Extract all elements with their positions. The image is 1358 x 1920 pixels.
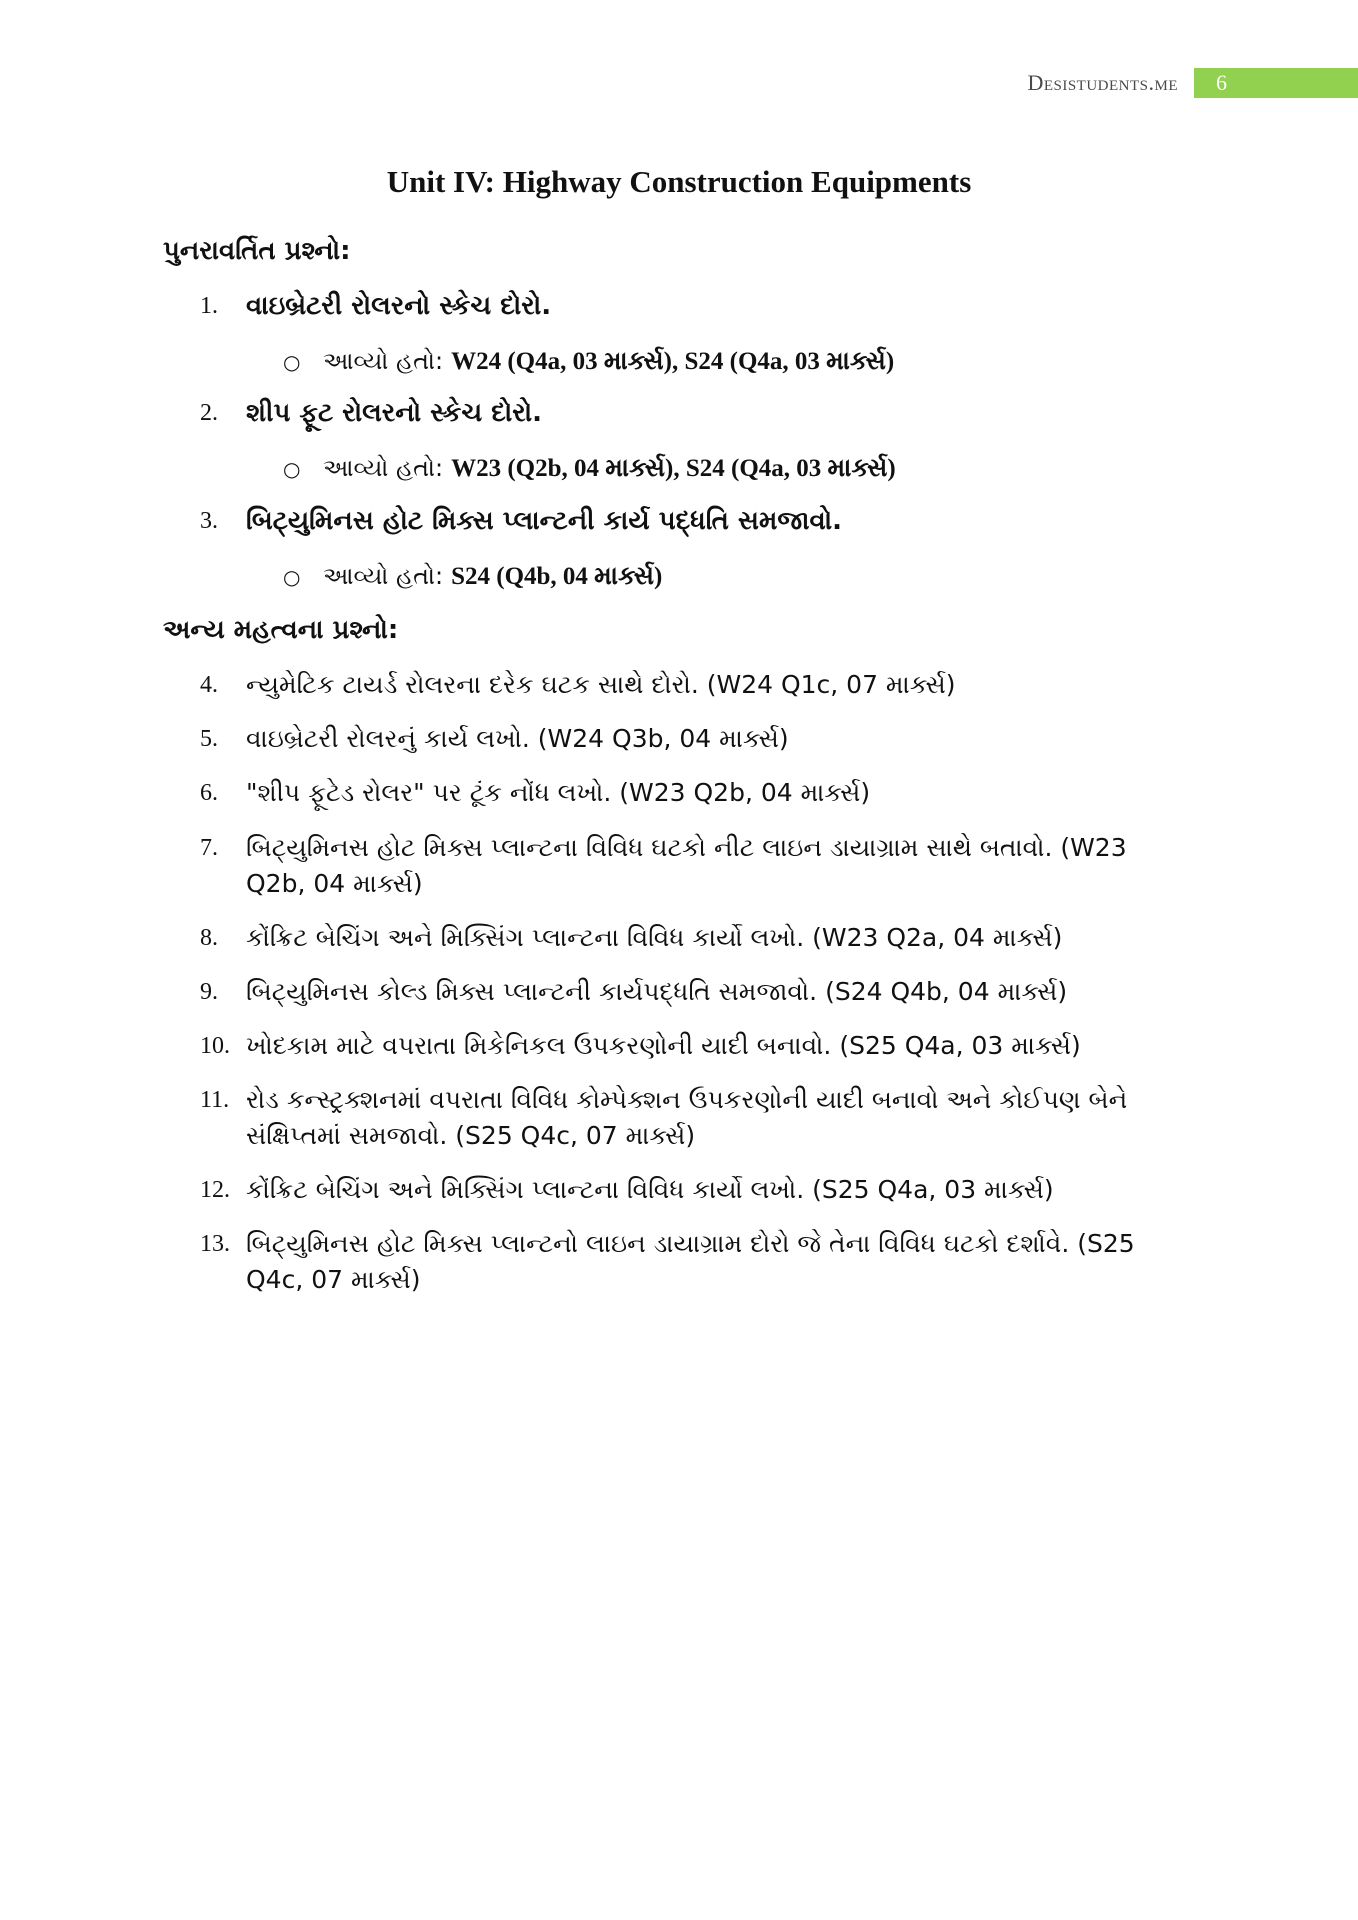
question-text: બિટ્યુમિનસ હોટ મિક્સ પ્લાન્ટની કાર્ય પદ્ધતિ સમજાવો. xyxy=(246,506,843,536)
question-number: 1. xyxy=(200,293,218,319)
asked-info-1 xyxy=(283,343,894,380)
question-11 xyxy=(200,1082,1170,1154)
asked-detail: S24 (Q4b, 04 માર્ક્સ) xyxy=(451,563,663,590)
asked-label: આવ્યો હતો: xyxy=(323,454,444,482)
other-questions-heading: અન્ય મહત્વના પ્રશ્નો: xyxy=(163,615,399,645)
asked-info-3 xyxy=(283,558,662,595)
question-number: 11. xyxy=(200,1087,230,1113)
question-text: બિટ્યુમિનસ કોલ્ડ મિક્સ પ્લાન્ટની કાર્યપદ્ધતિ સમજાવો. (S24 Q4b, 04 માર્ક્સ) xyxy=(246,977,1068,1006)
question-number: 9. xyxy=(200,979,218,1005)
question-12 xyxy=(200,1172,1170,1208)
question-number: 6. xyxy=(200,780,218,806)
question-13 xyxy=(200,1226,1170,1298)
question-8 xyxy=(200,920,1170,956)
question-text: "શીપ ફૂટેડ રોલર" પર ટૂંક નોંધ લખો. (W23 Q2b, 04 માર્ક્સ) xyxy=(246,778,871,807)
question-number: 13. xyxy=(200,1231,230,1257)
question-number: 8. xyxy=(200,925,218,951)
circle-bullet-icon: ○ xyxy=(283,565,301,589)
asked-info-2 xyxy=(283,450,896,487)
asked-label: આવ્યો હતો: xyxy=(323,347,444,375)
question-text: વાઇબ્રેટરી રોલરનું કાર્ય લખો. (W24 Q3b, 04 માર્ક્સ) xyxy=(246,724,789,753)
question-text: ખોદકામ માટે વપરાતા મિકેનિકલ ઉપકરણોની યાદી બનાવો. (S25 Q4a, 03 માર્ક્સ) xyxy=(246,1031,1081,1060)
question-number: 12. xyxy=(200,1177,230,1203)
question-9 xyxy=(200,974,1170,1010)
question-text: શીપ ફૂટ રોલરનો સ્કેચ દોરો. xyxy=(246,398,543,428)
question-number: 3. xyxy=(200,508,218,534)
circle-bullet-icon: ○ xyxy=(283,457,301,481)
question-3 xyxy=(200,503,1170,539)
question-number: 2. xyxy=(200,400,218,426)
repeated-questions-heading: પુનરાવર્તિત પ્રશ્નો: xyxy=(163,236,351,266)
circle-bullet-icon: ○ xyxy=(283,350,301,374)
question-text: કોંક્રિટ બેચિંગ અને મિક્સિંગ પ્લાન્ટના વિવિધ કાર્યો લખો. (W23 Q2a, 04 માર્ક્સ) xyxy=(246,923,1063,952)
question-text: ન્યુમેટિક ટાયર્ડ રોલરના દરેક ઘટક સાથે દોરો. (W24 Q1c, 07 માર્ક્સ) xyxy=(246,670,956,699)
question-5 xyxy=(200,721,1170,757)
question-number: 5. xyxy=(200,726,218,752)
question-number: 10. xyxy=(200,1033,230,1059)
page-number: 6 xyxy=(1194,68,1358,98)
unit-title: Unit IV: Highway Construction Equipments xyxy=(386,164,972,199)
question-2 xyxy=(200,395,1170,431)
question-10 xyxy=(200,1028,1170,1064)
site-name: Desistudents.me xyxy=(1027,70,1178,95)
question-4 xyxy=(200,667,1170,703)
question-text: બિટ્યુમિનસ હોટ મિક્સ પ્લાન્ટનો લાઇન ડાયાગ્રામ દોરો જે તેના વિવિધ ઘટકો દર્શાવે. (S25 Q4c, 07 માર્ક્સ) xyxy=(246,1229,1135,1294)
question-number: 7. xyxy=(200,835,218,861)
question-7 xyxy=(200,830,1170,902)
asked-detail: W24 (Q4a, 03 માર્ક્સ), S24 (Q4a, 03 માર્ક્સ) xyxy=(451,348,895,375)
question-text: વાઇબ્રેટરી રોલરનો સ્કેચ દોરો. xyxy=(246,291,552,321)
question-6 xyxy=(200,775,1170,811)
question-number: 4. xyxy=(200,672,218,698)
question-text: બિટ્યુમિનસ હોટ મિક્સ પ્લાન્ટના વિવિધ ઘટકો નીટ લાઇન ડાયાગ્રામ સાથે બતાવો. (W23 Q2b, 04 માર્ક્સ) xyxy=(246,833,1127,898)
page-header xyxy=(1027,68,1358,98)
question-text: કોંક્રિટ બેચિંગ અને મિક્સિંગ પ્લાન્ટના વિવિધ કાર્યો લખો. (S25 Q4a, 03 માર્ક્સ) xyxy=(246,1175,1054,1204)
asked-label: આવ્યો હતો: xyxy=(323,562,444,590)
question-text: રોડ કન્સ્ટ્રક્શનમાં વપરાતા વિવિધ કોમ્પેક્શન ઉપકરણોની યાદી બનાવો અને કોઈપણ બેને સંક્ષિપ્તમાં સમજાવો. (S25 Q4c, 07 માર્ક્સ) xyxy=(246,1085,1128,1150)
question-1 xyxy=(200,288,1170,324)
asked-detail: W23 (Q2b, 04 માર્ક્સ), S24 (Q4a, 03 માર્ક્સ) xyxy=(451,455,896,482)
